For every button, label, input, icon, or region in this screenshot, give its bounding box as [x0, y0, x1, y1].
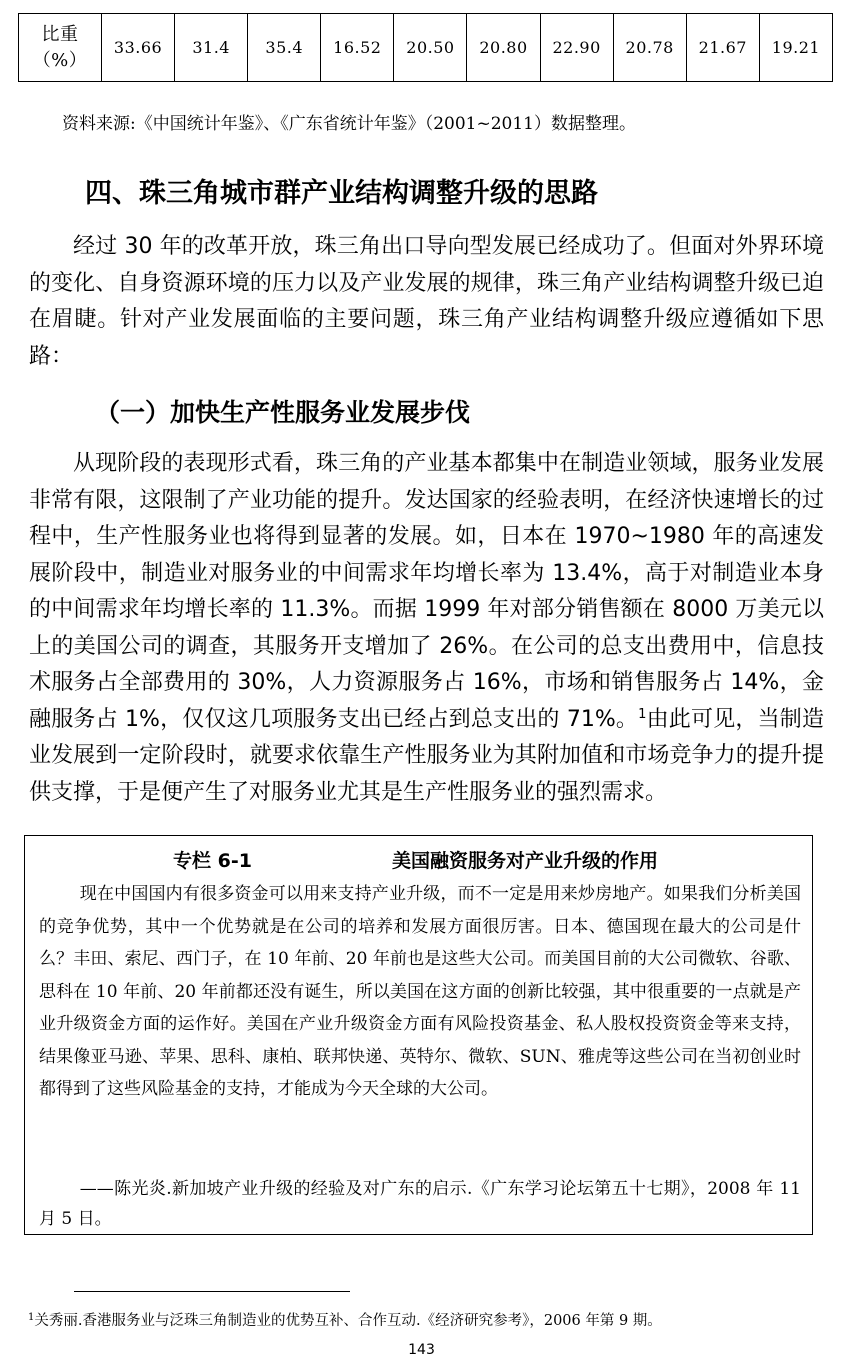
source-label: 资料来源 [62, 114, 130, 134]
table-cell: 19.21 [759, 14, 832, 82]
sidebar-box-header [25, 846, 812, 874]
table-cell: 20.50 [394, 14, 467, 82]
subsection-heading: （一）加快生产性服务业发展步伐 [95, 398, 471, 427]
source-text: :《中国统计年鉴》、《广东省统计年鉴》（2001~2011）数据整理。 [130, 114, 636, 134]
sidebar-box-body: 现在中国国内有很多资金可以用来支持产业升级，而不一定是用来炒房地产。如果我们分析美国的竞争优势，其中一个优势就是在公司的培养和发展方面很厉害。日本、德国现在最大的公司是什么？丰田、索尼、西门子，在 10 年前、20 年前也是这些大公司。而美国目前的大公司微软、谷歌、思科在 10 年前、20 年前都还没有诞生，所以美国在这方面的创新比较强，其中很重要的一点就是产业升级资金方面的运作好。美国在产业升级资金方面有风险投资基金、私人股权投资资金等来支持，结果像亚马逊、苹果、思科、康柏、联邦快递、英特尔、微软、SUN、雅虎等这些公司在当初创业时都得到了这些风险基金的支持，才能成为今天全球的大公司。 [39, 884, 801, 1099]
footnote-divider [74, 1291, 350, 1292]
source-note [62, 111, 822, 137]
paragraph-services [29, 446, 824, 811]
table-cell: 22.90 [540, 14, 613, 82]
footnote-ref[interactable]: 1 [638, 706, 647, 722]
row-label-line2: （%） [32, 49, 88, 71]
table-cell: 20.78 [613, 14, 686, 82]
table-cell: 21.67 [686, 14, 759, 82]
row-label-line1: 比重 [41, 23, 79, 45]
sidebar-box [24, 835, 813, 1235]
table-cell: 20.80 [467, 14, 540, 82]
table-cell: 35.4 [248, 14, 321, 82]
paragraph-intro: 经过 30 年的改革开放，珠三角出口导向型发展已经成功了。但面对外界环境的变化、自身资源环境的压力以及产业发展的规律，珠三角产业结构调整升级已迫在眉睫。针对产业发展面临的主要问题，珠三角产业结构调整升级应遵循如下思路： [29, 234, 824, 369]
footnote-marker: 1 [28, 1312, 35, 1323]
table-cell: 31.4 [175, 14, 248, 82]
paragraph-text-part2: 由此可见，当制造业发展到一定阶段时，就要求依靠生产性服务业为其附加值和市场竞争力的提升提供支撑，于是便产生了对服务业尤其是生产性服务业的强烈需求。 [29, 706, 824, 805]
table-cell: 33.66 [102, 14, 175, 82]
sidebar-box-title: 美国融资服务对产业升级的作用 [392, 850, 659, 872]
row-label-cell [19, 14, 102, 82]
table-row [19, 14, 833, 82]
sidebar-box-label: 专栏 6-1 [173, 850, 252, 872]
paragraph-text-part1: 从现阶段的表现形式看，珠三角的产业基本都集中在制造业领域，服务业发展非常有限，这限制了产业功能的提升。发达国家的经验表明，在经济快速增长的过程中，生产性服务业也将得到显著的发展。如，日本在 1970~1980 年的高速发展阶段中，制造业对服务业的中间需求年均增长率为 13.4%，高于对制造业本身的中间需求年均增长率的 11.3%。而据 1999 年对部分销售额在 8000 万美元以上的美国公司的调查，其服务开支增加了 26%。在公司的总支出费用中，信息技术服务占全部费用的 30%，人力资源服务占 16%，市场和销售服务占 14%，金融服务占 1%，仅仅这几项服务支出已经占到总支出的 71%。 [29, 451, 824, 732]
section-heading: 四、珠三角城市群产业结构调整升级的思路 [85, 178, 598, 209]
page-number: 143 [408, 1342, 435, 1358]
footnote-text: 关秀丽.香港服务业与泛珠三角制造业的优势互补、合作互动.《经济研究参考》，2006 年第 9 期。 [34, 1313, 662, 1329]
ratio-table [18, 13, 833, 82]
sidebar-box-citation: ——陈光炎.新加坡产业升级的经验及对广东的启示.《广东学习论坛第五十七期》，2008 年 11 月 5 日。 [39, 1179, 801, 1229]
table-cell: 16.52 [321, 14, 394, 82]
footnote [28, 1310, 828, 1332]
